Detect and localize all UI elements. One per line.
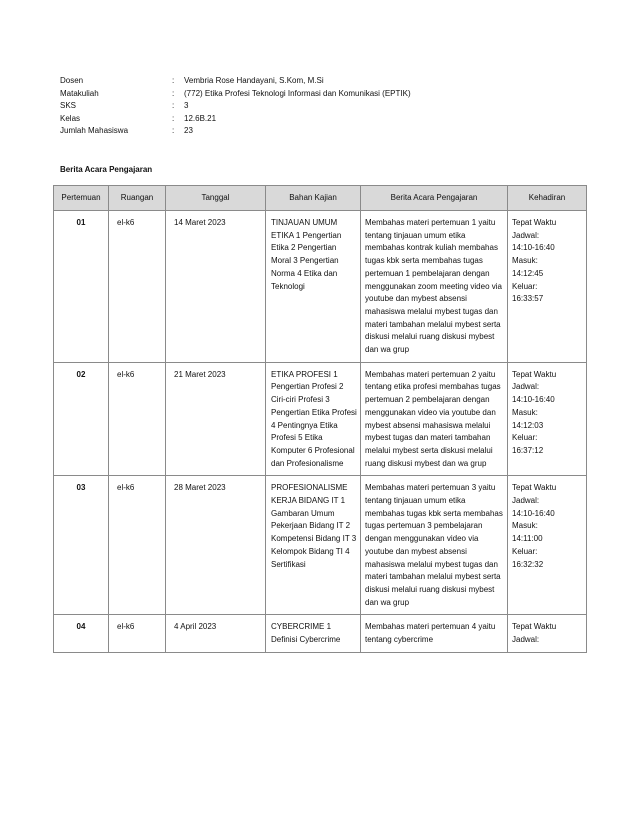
header-tanggal: Tanggal [166, 186, 266, 211]
kehadiran-status: Tepat Waktu [512, 369, 557, 379]
info-label: Jumlah Mahasiswa [60, 126, 129, 136]
table-row [54, 211, 587, 363]
cell-ruangan: el-k6 [109, 615, 166, 652]
info-row-matakuliah [60, 88, 411, 101]
kehadiran-jadwal-label: Jadwal: [512, 496, 540, 506]
info-colon: : [172, 88, 175, 98]
cell-kehadiran [508, 476, 587, 615]
cell-kehadiran [508, 211, 587, 363]
cell-berita-acara: Membahas materi pertemuan 2 yaitu tentang etika profesi membahas tugas pertemuan 2 pembelajaran dengan menggunakan video via youtube dan mybest absensi mahasiswa melalui mybest tugas dan materi tambahan melalui mybest serta diskusi melalui ruang diskusi mybest dan wa grup [361, 362, 508, 476]
info-colon: : [172, 126, 175, 136]
cell-bahan-kajian: TINJAUAN UMUM ETIKA 1 Pengertian Etika 2 Pengertian Moral 3 Pengertian Norma 4 Etika dan Teknologi [266, 211, 361, 363]
cell-ruangan: el-k6 [109, 362, 166, 476]
cell-tanggal: 28 Maret 2023 [166, 476, 266, 615]
kehadiran-status: Tepat Waktu [512, 483, 557, 493]
info-colon: : [172, 101, 175, 111]
info-value: 12.6B.21 [184, 113, 217, 123]
kehadiran-masuk-value: 14:11:00 [512, 534, 543, 544]
info-row-dosen [60, 75, 411, 88]
table-row [54, 476, 587, 615]
info-label: Dosen [60, 76, 84, 85]
attendance-table [53, 185, 587, 653]
kehadiran-keluar-value: 16:33:57 [512, 294, 544, 304]
kehadiran-jadwal-value: 14:10-16:40 [512, 243, 555, 253]
kehadiran-keluar-label: Keluar: [512, 433, 538, 443]
cell-bahan-kajian: PROFESIONALISME KERJA BIDANG IT 1 Gambaran Umum Pekerjaan Bidang IT 2 Kompetensi Bidang IT 3 Kelompok Bidang TI 4 Sertifikasi [266, 476, 361, 615]
cell-tanggal: 21 Maret 2023 [166, 362, 266, 476]
kehadiran-status: Tepat Waktu [512, 622, 557, 632]
kehadiran-masuk-label: Masuk: [512, 407, 538, 417]
kehadiran-masuk-label: Masuk: [512, 521, 538, 531]
info-row-sks [60, 100, 411, 113]
kehadiran-keluar-label: Keluar: [512, 546, 538, 556]
cell-pertemuan: 02 [54, 362, 109, 476]
cell-pertemuan: 03 [54, 476, 109, 615]
cell-kehadiran [508, 615, 587, 652]
kehadiran-masuk-value: 14:12:45 [512, 268, 544, 278]
kehadiran-jadwal-label: Jadwal: [512, 230, 540, 240]
info-colon: : [172, 76, 175, 85]
cell-berita-acara: Membahas materi pertemuan 1 yaitu tentang tinjauan umum etika membahas kontrak kuliah membahas tugas kbk serta membahas tugas pertemuan 1 pembelajaran dengan menggunakan zoom meeting video via youtube dan mybest absensi mahasiswa melalui mybest tugas dan materi tambahan melalui mybest serta diskusi melalui ruang diskusi mybest dan wa grup [361, 211, 508, 363]
header-pertemuan: Pertemuan [54, 186, 109, 211]
cell-tanggal: 14 Maret 2023 [166, 211, 266, 363]
cell-tanggal: 4 April 2023 [166, 615, 266, 652]
kehadiran-status: Tepat Waktu [512, 218, 557, 227]
cell-ruangan: el-k6 [109, 211, 166, 363]
info-row-kelas [60, 113, 411, 126]
info-value: 3 [184, 101, 189, 111]
header-berita-acara: Berita Acara Pengajaran [361, 186, 508, 211]
header-kehadiran: Kehadiran [508, 186, 587, 211]
info-row-jumlah-mahasiswa [60, 125, 411, 138]
kehadiran-masuk-label: Masuk: [512, 256, 538, 266]
info-value: Vembria Rose Handayani, S.Kom, M.Si [184, 76, 324, 85]
kehadiran-keluar-label: Keluar: [512, 281, 538, 291]
cell-kehadiran [508, 362, 587, 476]
section-title: Berita Acara Pengajaran [60, 165, 153, 174]
cell-berita-acara: Membahas materi pertemuan 4 yaitu tentang cybercrime [361, 615, 508, 652]
info-colon: : [172, 113, 175, 123]
header-bahan-kajian: Bahan Kajian [266, 186, 361, 211]
kehadiran-jadwal-label: Jadwal: [512, 382, 540, 392]
cell-pertemuan: 04 [54, 615, 109, 652]
kehadiran-jadwal-value: 14:10-16:40 [512, 508, 555, 518]
header-ruangan: Ruangan [109, 186, 166, 211]
kehadiran-keluar-value: 16:32:32 [512, 559, 544, 569]
cell-ruangan: el-k6 [109, 476, 166, 615]
kehadiran-jadwal-label: Jadwal: [512, 635, 540, 645]
kehadiran-masuk-value: 14:12:03 [512, 420, 544, 430]
course-info [60, 75, 411, 138]
cell-berita-acara: Membahas materi pertemuan 3 yaitu tentang tinjauan umum etika membahas tugas kbk serta membahas tugas pertemuan 3 pembelajaran dengan menggunakan video via youtube dan mybest absensi mahasiswa melalui mybest tugas dan materi tambahan melalui mybest serta diskusi melalui ruang diskusi mybest dan wa grup [361, 476, 508, 615]
info-label: SKS [60, 101, 77, 111]
kehadiran-keluar-value: 16:37:12 [512, 445, 544, 455]
table-row [54, 362, 587, 476]
cell-bahan-kajian: ETIKA PROFESI 1 Pengertian Profesi 2 Ciri-ciri Profesi 3 Pengertian Etika Profesi 4 Pentingnya Etika Profesi 5 Etika Komputer 6 Profesional dan Profesionalisme [266, 362, 361, 476]
kehadiran-jadwal-value: 14:10-16:40 [512, 395, 555, 405]
info-label: Matakuliah [60, 88, 99, 98]
info-value: 23 [184, 126, 193, 136]
info-label: Kelas [60, 113, 81, 123]
cell-pertemuan: 01 [54, 211, 109, 363]
table-row [54, 615, 587, 652]
cell-bahan-kajian: CYBERCRIME 1 Definisi Cybercrime [266, 615, 361, 652]
info-value: (772) Etika Profesi Teknologi Informasi dan Komunikasi (EPTIK) [184, 88, 411, 98]
table-header-row [54, 186, 587, 211]
